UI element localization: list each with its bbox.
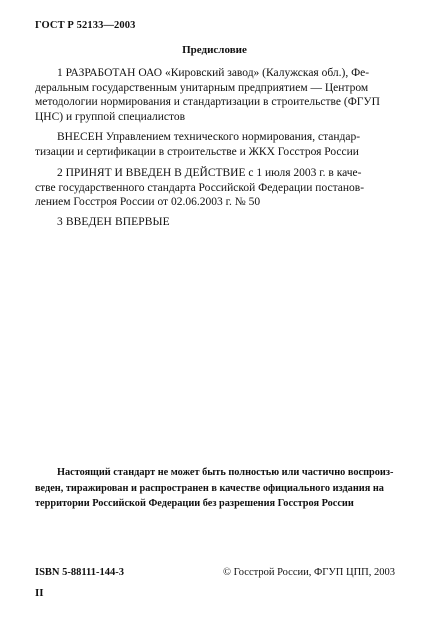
section-adopted-line: 2 ПРИНЯТ И ВВЕДЕН В ДЕЙСТВИЕ с 1 июля 2003 г. в каче- xyxy=(57,167,362,179)
section-adopted-line: лением Госстроя России от 02.06.2003 г. № 50 xyxy=(35,196,261,208)
isbn: ISBN 5-88111-144-3 xyxy=(35,567,124,578)
section-developed xyxy=(35,66,400,124)
section-adopted-line: стве государственного стандарта Российской Федерации постанов- xyxy=(35,181,365,194)
section-developed-line: 1 РАЗРАБОТАН ОАО «Кировский завод» (Калужская обл.), Фе- xyxy=(57,67,370,79)
copyright-line: © Госстрой России, ФГУП ЦПП, 2003 xyxy=(223,567,395,578)
section-developed-line: методологии нормирования и стандартизации в строительстве (ФГУП xyxy=(35,96,380,108)
section-first-introduced-text: 3 ВВЕДЕН ВПЕРВЫЕ xyxy=(57,216,170,228)
section-submitted-line: ВНЕСЕН Управлением технического нормирования, стандар- xyxy=(57,131,361,143)
section-submitted xyxy=(35,130,400,159)
copyright-notice-line: веден, тиражирован и распространен в качестве официального издания на xyxy=(35,482,384,494)
copyright-notice xyxy=(35,465,400,512)
page-number: II xyxy=(35,587,44,599)
section-first-introduced xyxy=(57,215,170,230)
section-developed-line: деральным государственным унитарным предприятием — Центром xyxy=(35,81,369,94)
section-submitted-line: тизации и сертификации в строительстве и ЖКХ Госстроя России xyxy=(35,145,359,158)
document-code: ГОСТ Р 52133—2003 xyxy=(35,20,136,31)
page-title: Предисловие xyxy=(182,44,247,56)
section-developed-line: ЦНС) и группой специалистов xyxy=(35,110,186,123)
copyright-notice-line: Настоящий стандарт не может быть полностью или частично воспроиз- xyxy=(57,467,394,478)
copyright-notice-line: территории Российской Федерации без разрешения Госстроя России xyxy=(35,498,354,509)
section-adopted xyxy=(35,166,400,210)
